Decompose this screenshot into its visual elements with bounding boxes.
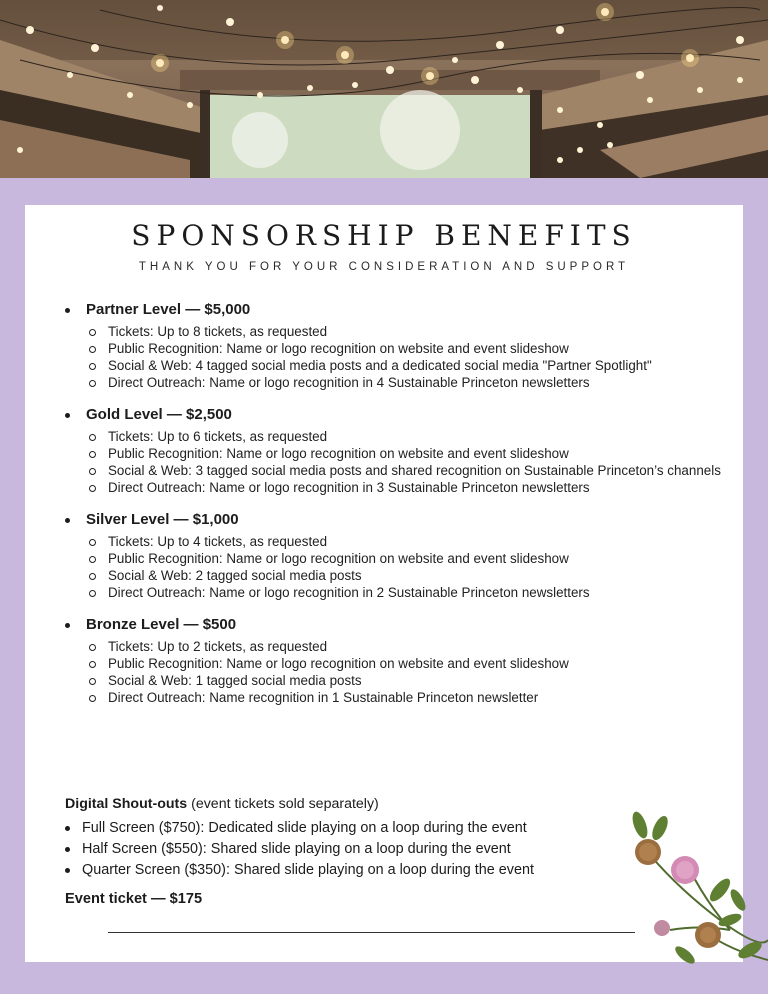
list-item <box>89 479 725 496</box>
benefit-text: Public Recognition: Name or logo recognition on website and event slideshow <box>108 656 569 671</box>
benefit-text: Public Recognition: Name or logo recognition on website and event slideshow <box>108 446 569 461</box>
bullet-icon <box>65 826 70 831</box>
shoutouts-note: (event tickets sold separately) <box>187 796 379 812</box>
circle-bullet-icon <box>89 363 96 370</box>
level-gold <box>65 405 725 496</box>
circle-bullet-icon <box>89 590 96 597</box>
sponsorship-levels <box>65 300 725 720</box>
benefit-text: Social & Web: 3 tagged social media posts and shared recognition on Sustainable Princeton’s channels <box>108 463 721 478</box>
benefit-text: Tickets: Up to 6 tickets, as requested <box>108 429 328 444</box>
circle-bullet-icon <box>89 556 96 563</box>
level-title: Bronze Level — $500 <box>86 616 237 633</box>
circle-bullet-icon <box>89 346 96 353</box>
list-item <box>89 323 725 340</box>
list-item <box>89 428 725 445</box>
level-silver <box>65 510 725 601</box>
benefit-text: Tickets: Up to 2 tickets, as requested <box>108 639 328 654</box>
circle-bullet-icon <box>89 485 96 492</box>
shoutout-text: Half Screen ($550): Shared slide playing on a loop during the event <box>82 841 511 857</box>
list-item <box>89 550 725 567</box>
shoutout-text: Full Screen ($750): Dedicated slide playing on a loop during the event <box>82 820 527 836</box>
list-item <box>89 672 725 689</box>
shoutouts-heading: Digital Shout-outs <box>65 796 188 812</box>
shoutout-list <box>65 818 645 881</box>
benefit-text: Tickets: Up to 4 tickets, as requested <box>108 534 328 549</box>
list-item <box>89 655 725 672</box>
circle-bullet-icon <box>89 573 96 580</box>
header-photo <box>0 0 768 178</box>
benefit-text: Public Recognition: Name or logo recognition on website and event slideshow <box>108 551 569 566</box>
digital-shoutouts <box>65 794 645 881</box>
shoutout-text: Quarter Screen ($350): Shared slide playing on a loop during the event <box>82 862 534 878</box>
barn-string-lights-photo <box>0 0 768 178</box>
benefit-text: Tickets: Up to 8 tickets, as requested <box>108 324 328 339</box>
circle-bullet-icon <box>89 434 96 441</box>
list-item <box>65 860 645 881</box>
circle-bullet-icon <box>89 678 96 685</box>
bullet-icon <box>65 868 70 873</box>
list-item <box>89 533 725 550</box>
circle-bullet-icon <box>89 380 96 387</box>
event-ticket-price: Event ticket — $175 <box>65 891 203 907</box>
benefit-text: Direct Outreach: Name or logo recognition in 3 Sustainable Princeton newsletters <box>108 480 590 495</box>
bullet-icon <box>65 847 70 852</box>
level-title: Gold Level — $2,500 <box>86 406 232 423</box>
bullet-icon <box>65 518 70 523</box>
list-item <box>89 567 725 584</box>
benefit-text: Social & Web: 2 tagged social media posts <box>108 568 362 583</box>
list-item <box>65 839 645 860</box>
circle-bullet-icon <box>89 329 96 336</box>
bullet-icon <box>65 623 70 628</box>
benefit-list <box>65 638 725 706</box>
level-partner <box>65 300 725 391</box>
list-item <box>89 374 725 391</box>
list-item <box>89 445 725 462</box>
level-title: Partner Level — $5,000 <box>86 301 251 318</box>
benefit-list <box>65 428 725 496</box>
circle-bullet-icon <box>89 695 96 702</box>
circle-bullet-icon <box>89 661 96 668</box>
list-item <box>89 689 725 706</box>
benefit-text: Direct Outreach: Name recognition in 1 Sustainable Princeton newsletter <box>108 690 539 705</box>
signature-line <box>108 932 635 933</box>
list-item <box>89 638 725 655</box>
benefit-text: Social & Web: 4 tagged social media posts and a dedicated social media "Partner Spotlight" <box>108 358 652 373</box>
circle-bullet-icon <box>89 451 96 458</box>
circle-bullet-icon <box>89 644 96 651</box>
list-item <box>89 462 725 479</box>
benefit-text: Direct Outreach: Name or logo recognition in 2 Sustainable Princeton newsletters <box>108 585 590 600</box>
page-subtitle: THANK YOU FOR YOUR CONSIDERATION AND SUPPORT <box>138 261 630 273</box>
circle-bullet-icon <box>89 468 96 475</box>
list-item <box>65 818 645 839</box>
benefit-text: Direct Outreach: Name or logo recognition in 4 Sustainable Princeton newsletters <box>108 375 590 390</box>
clover-flowers-illustration <box>610 800 768 980</box>
level-title: Silver Level — $1,000 <box>86 511 239 528</box>
benefit-list <box>65 323 725 391</box>
list-item <box>89 340 725 357</box>
list-item <box>89 357 725 374</box>
benefit-text: Social & Web: 1 tagged social media posts <box>108 673 362 688</box>
bullet-icon <box>65 413 70 418</box>
benefit-list <box>65 533 725 601</box>
circle-bullet-icon <box>89 539 96 546</box>
list-item <box>89 584 725 601</box>
benefit-text: Public Recognition: Name or logo recognition on website and event slideshow <box>108 341 569 356</box>
page-title: SPONSORSHIP BENEFITS <box>131 219 637 252</box>
bullet-icon <box>65 308 70 313</box>
level-bronze <box>65 615 725 706</box>
